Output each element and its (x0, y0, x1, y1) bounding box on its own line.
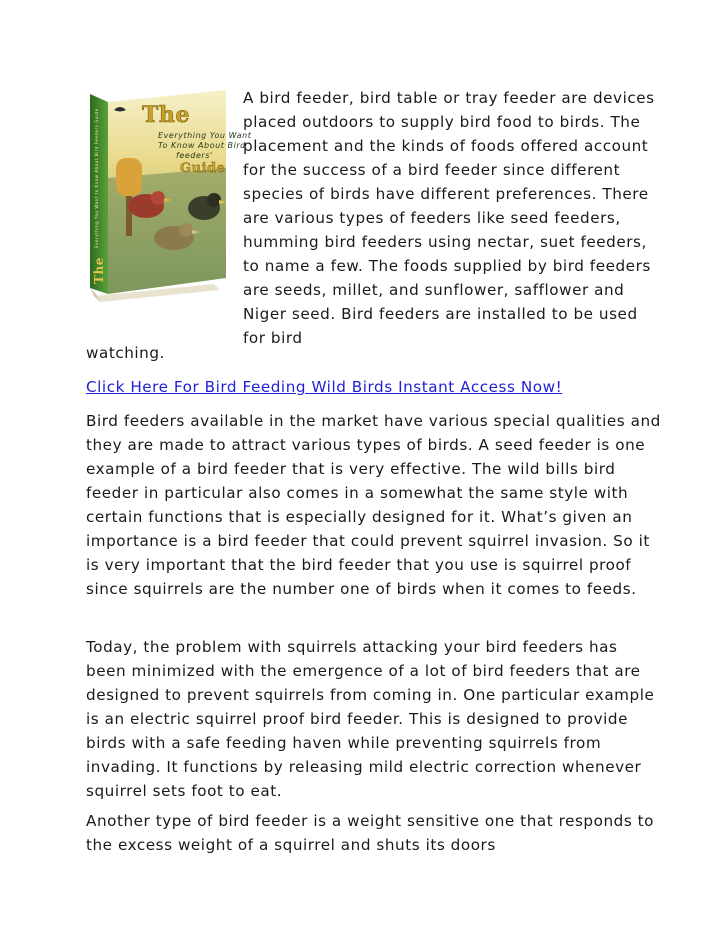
intro-paragraph: A bird feeder, bird table or tray feeder are devices placed outdoors to supply bird food to birds. The placement and the kinds of foods offered account for the success of a bird feeder since different species of birds have different preferences. There are various types of feeders like seed feeders, humming bird feeders using nectar, suet feeders, to name a few. The foods supplied by bird feeders are seeds, millet, and sunflower, safflower and Niger seed. Bird feeders are installed to be used for bird (243, 89, 655, 347)
cover-line-2: To Know About Bird (158, 141, 246, 150)
cover-line-4: Guide (180, 161, 226, 176)
spine-title: Everything You Want to Know About Bird Feeders Guide (94, 108, 99, 248)
instant-access-link[interactable]: Click Here For Bird Feeding Wild Birds Instant Access Now! (86, 378, 563, 396)
spine-title-word: The (92, 257, 106, 284)
ebook-cover-image (86, 88, 252, 306)
body-paragraph-weight-sensitive: Another type of bird feeder is a weight sensitive one that responds to the excess weight of a squirrel and shuts its doors (86, 812, 655, 854)
cover-line-1: Everything You Want (158, 131, 252, 140)
body-paragraph-squirrels: Today, the problem with squirrels attacking your bird feeders has been minimized with the emergence of a lot of bird feeders that are designed to prevent squirrels from coming in. One particular example is an electric squirrel proof bird feeder. This is designed to provide birds with a safe feeding haven while preventing squirrels from invading. It functions by releasing mild electric correction whenever squirrel sets foot to eat. (86, 638, 655, 800)
cover-line-3: feeders' (176, 151, 213, 160)
intro-paragraph-tail: watching. (86, 344, 165, 362)
cover-title-word: The (142, 102, 191, 128)
body-paragraph-market: Bird feeders available in the market have various special qualities and they are made to attract various types of birds. A seed feeder is one example of a bird feeder that is very effective. The wild bills bird feeder in particular also comes in a somewhat the same style with certain functions that is especially designed for it. What’s given an importance is a bird feeder that could prevent squirrel invasion. So it is very important that the bird feeder that you use is squirrel proof since squirrels are the number one of birds when it comes to feeds. (86, 412, 661, 598)
